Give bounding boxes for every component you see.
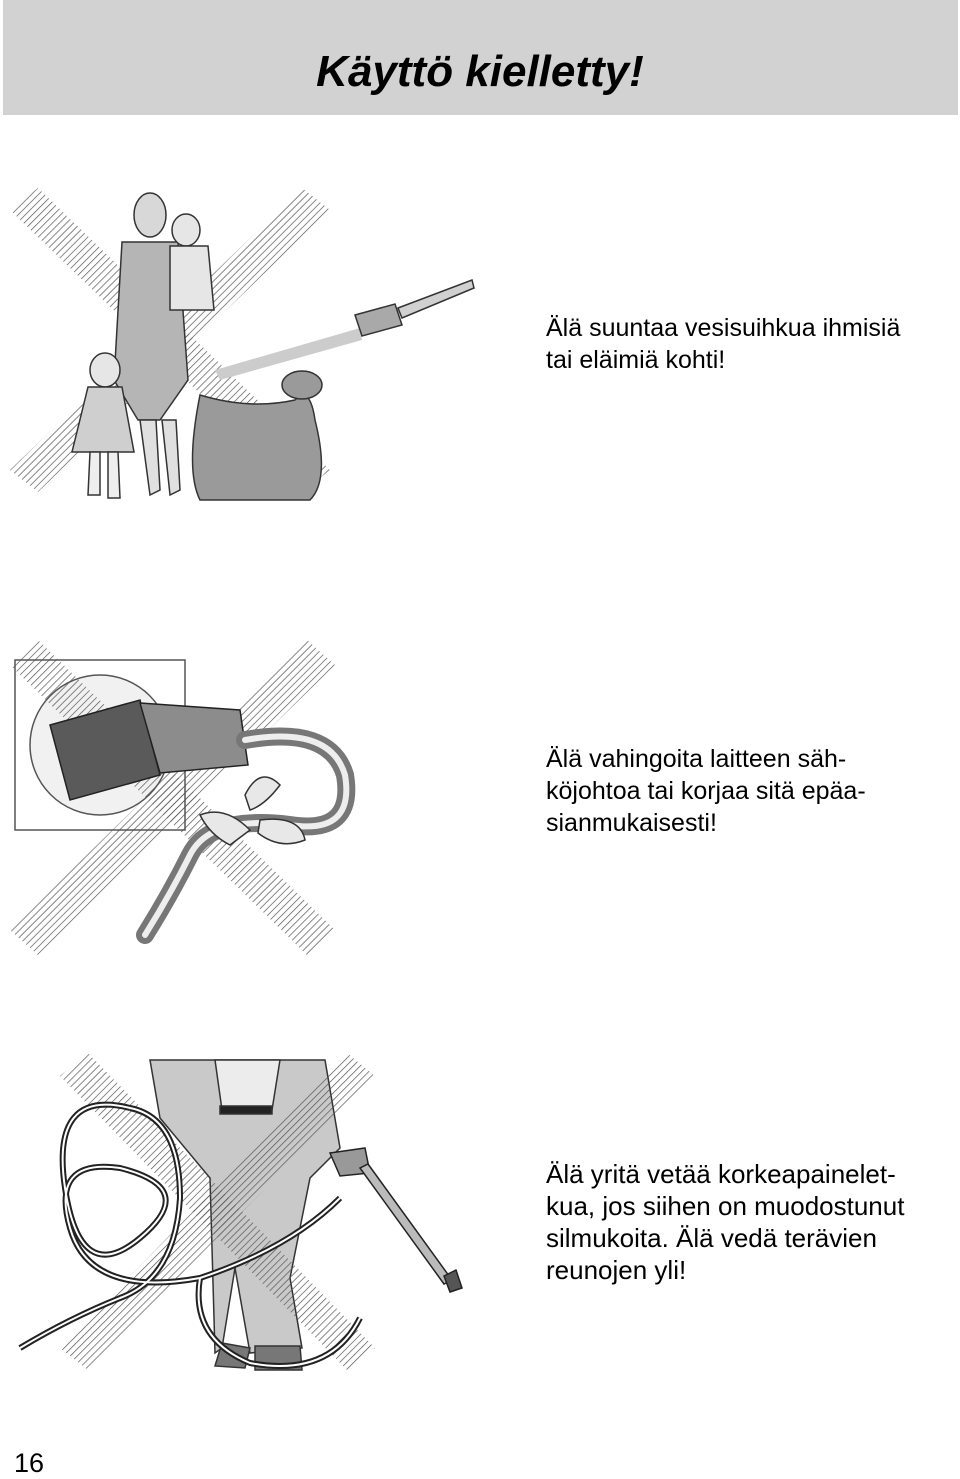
spray-nozzle-icon bbox=[355, 280, 474, 336]
spray-gun-icon bbox=[330, 1148, 462, 1292]
baby-figure bbox=[170, 214, 214, 310]
man-pulling-hose-illustration bbox=[10, 1048, 480, 1378]
page-title: Käyttö kielletty! bbox=[316, 47, 644, 96]
people-and-dog-illustration bbox=[10, 180, 480, 510]
damaged-cord-illustration bbox=[10, 635, 360, 955]
warning-text-hose: Älä yritä vetää korkeapainelet- kua, jos siihen on muodostunut silmukoita. Älä vedä terävien reunojen yli! bbox=[546, 1159, 905, 1285]
warning-text-cord: Älä vahingoita laitteen säh- köjohtoa tai korjaa sitä epäa- sianmukaisesti! bbox=[546, 745, 866, 837]
warning-text-spray: Älä suuntaa vesisuihkua ihmisiä tai eläimiä kohti! bbox=[546, 314, 901, 374]
water-spray-icon bbox=[215, 328, 362, 380]
tape-repair-icon bbox=[200, 777, 305, 845]
page-number: 16 bbox=[14, 1448, 45, 1478]
